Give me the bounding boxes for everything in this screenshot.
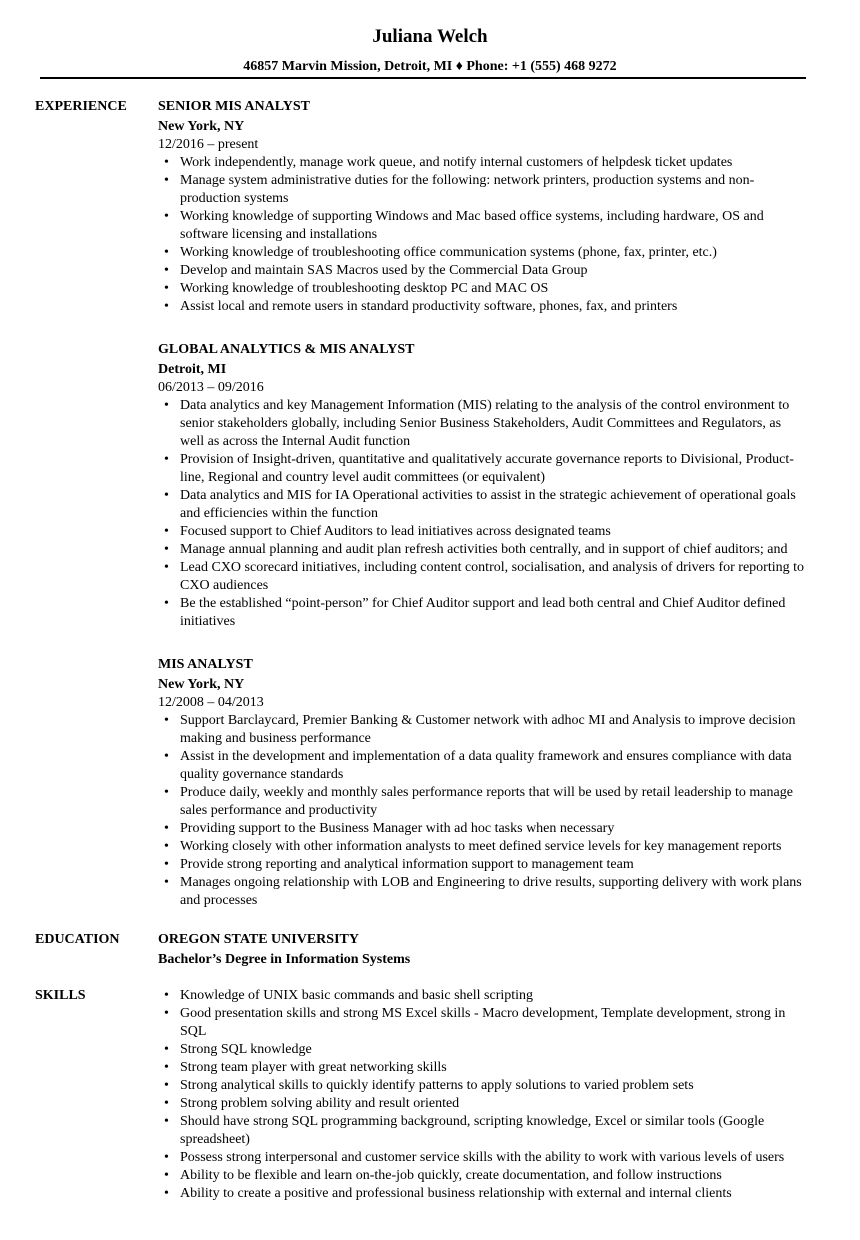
education-section	[35, 931, 815, 969]
skill-item: • Strong SQL knowledge	[158, 1041, 808, 1059]
job-title: SENIOR MIS ANALYST	[158, 99, 310, 114]
header-divider	[40, 77, 806, 79]
bullet-item: • Support Barclaycard, Premier Banking & Customer network with adhoc MI and Analysis to improve decision making and business performance	[158, 712, 808, 748]
bullet-item: • Working closely with other information analysts to meet defined service levels for key management reports	[158, 838, 808, 856]
skills-list	[158, 987, 808, 1203]
skills-section	[35, 987, 815, 1203]
experience-section	[35, 98, 815, 935]
bullet-item: • Assist in the development and implementation of a data quality framework and ensures compliance with data quality governance standards	[158, 748, 808, 784]
bullet-item: • Provision of Insight-driven, quantitative and qualitatively accurate governance reports to Divisional, Product-line, Regional and country level audit committees (or equivalent)	[158, 451, 808, 487]
section-label: EXPERIENCE	[35, 99, 127, 114]
job-title: MIS ANALYST	[158, 657, 253, 672]
section-label: SKILLS	[35, 988, 86, 1003]
skill-item: • Knowledge of UNIX basic commands and basic shell scripting	[158, 987, 808, 1005]
bullet-item: • Manage system administrative duties for the following: network printers, production systems and non-production systems	[158, 172, 808, 208]
job-entry	[158, 98, 808, 316]
bullet-item: • Develop and maintain SAS Macros used by the Commercial Data Group	[158, 262, 808, 280]
job-dates: 06/2013 – 09/2016	[158, 380, 264, 395]
job-bullets	[158, 712, 808, 910]
job-bullets	[158, 154, 808, 316]
job-entry	[158, 341, 808, 631]
skill-item: • Strong problem solving ability and result oriented	[158, 1095, 808, 1113]
job-title: GLOBAL ANALYTICS & MIS ANALYST	[158, 342, 415, 357]
school-name: OREGON STATE UNIVERSITY	[158, 932, 359, 947]
bullet-item: • Manage annual planning and audit plan refresh activities both centrally, and in support of chief auditors; and	[158, 541, 808, 559]
skill-item: • Ability to create a positive and professional business relationship with external and internal clients	[158, 1185, 808, 1203]
section-label: EDUCATION	[35, 932, 120, 947]
resume-body	[35, 98, 815, 1203]
bullet-item: • Working knowledge of supporting Windows and Mac based office systems, including hardware, OS and software licensing and installations	[158, 208, 808, 244]
job-location: Detroit, MI	[158, 362, 227, 377]
contact-line: 46857 Marvin Mission, Detroit, MI ♦ Phone: +1 (555) 468 9272	[243, 59, 617, 74]
bullet-item: • Working knowledge of troubleshooting office communication systems (phone, fax, printer, etc.)	[158, 244, 808, 262]
job-dates: 12/2008 – 04/2013	[158, 695, 264, 710]
bullet-item: • Providing support to the Business Manager with ad hoc tasks when necessary	[158, 820, 808, 838]
skill-item: • Possess strong interpersonal and customer service skills with the ability to work with various levels of users	[158, 1149, 808, 1167]
job-entry	[158, 656, 808, 910]
bullet-item: • Data analytics and key Management Information (MIS) relating to the analysis of the control environment to senior stakeholders globally, including Senior Business Stakeholders, Audit Committees and Regulators, as well as across the Internal Audit function	[158, 397, 808, 451]
degree: Bachelor’s Degree in Information Systems	[158, 952, 411, 967]
bullet-item: • Manages ongoing relationship with LOB and Engineering to drive results, supporting delivery with work plans and processes	[158, 874, 808, 910]
skill-item: • Strong team player with great networking skills	[158, 1059, 808, 1077]
candidate-name: Juliana Welch	[372, 26, 488, 47]
jobs-list	[158, 98, 808, 935]
job-dates: 12/2016 – present	[158, 137, 259, 152]
bullet-item: • Produce daily, weekly and monthly sales performance reports that will be used by retail leadership to manage sales performance and productivity	[158, 784, 808, 820]
bullet-item: • Work independently, manage work queue, and notify internal customers of helpdesk ticket updates	[158, 154, 808, 172]
bullet-item: • Lead CXO scorecard initiatives, including content control, socialisation, and analysis of drivers for reporting to CXO audiences	[158, 559, 808, 595]
skill-item: • Good presentation skills and strong MS Excel skills - Macro development, Template development, strong in SQL	[158, 1005, 808, 1041]
skill-item: • Should have strong SQL programming background, scripting knowledge, Excel or similar tools (Google spreadsheet)	[158, 1113, 808, 1149]
skill-item: • Strong analytical skills to quickly identify patterns to apply solutions to varied problem sets	[158, 1077, 808, 1095]
bullet-item: • Working knowledge of troubleshooting desktop PC and MAC OS	[158, 280, 808, 298]
bullet-item: • Data analytics and MIS for IA Operational activities to assist in the strategic achievement of operational goals and efficiencies within the function	[158, 487, 808, 523]
bullet-item: • Provide strong reporting and analytical information support to management team	[158, 856, 808, 874]
job-bullets	[158, 397, 808, 631]
bullet-item: • Assist local and remote users in standard productivity software, phones, fax, and printers	[158, 298, 808, 316]
job-location: New York, NY	[158, 119, 245, 134]
bullet-item: • Focused support to Chief Auditors to lead initiatives across designated teams	[158, 523, 808, 541]
job-location: New York, NY	[158, 677, 245, 692]
skill-item: • Ability to be flexible and learn on-the-job quickly, create documentation, and follow instructions	[158, 1167, 808, 1185]
bullet-item: • Be the established “point-person” for Chief Auditor support and lead both central and Chief Auditor defined initiatives	[158, 595, 808, 631]
